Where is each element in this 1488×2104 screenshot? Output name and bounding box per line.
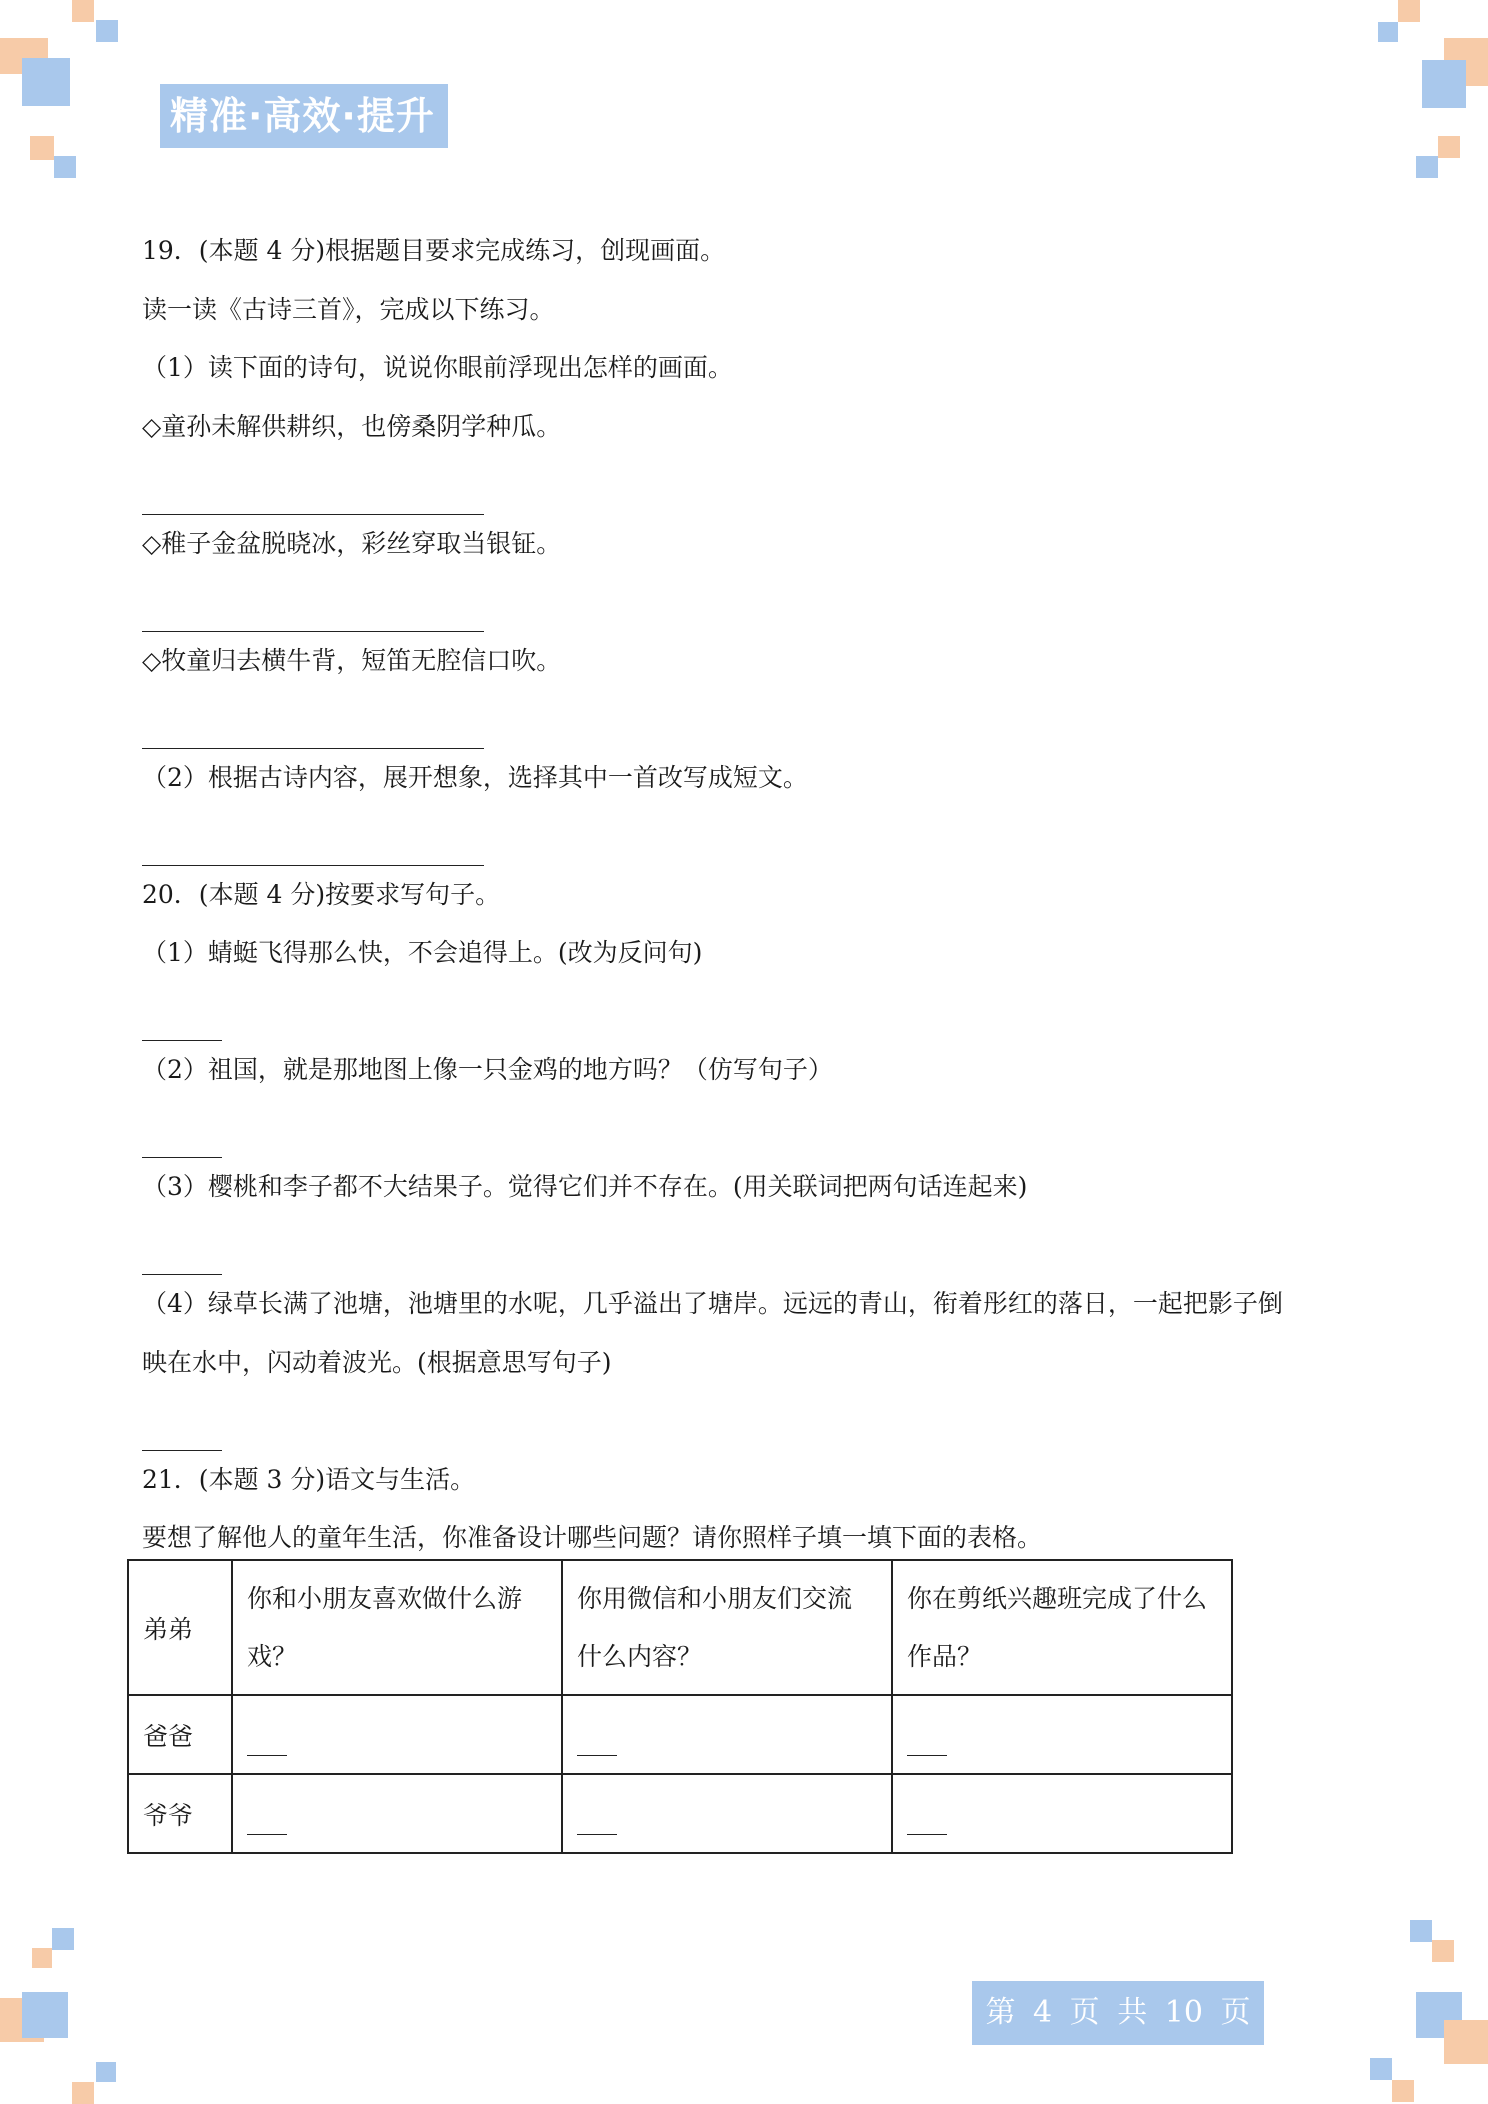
- cell-line: 戏？: [247, 1641, 298, 1671]
- answer-cell[interactable]: [232, 1774, 562, 1853]
- page-content: [142, 222, 1362, 1568]
- q19-part1: （1）读下面的诗句，说说你眼前浮现出怎样的画面。: [142, 353, 733, 382]
- table-row: [128, 1774, 1232, 1853]
- brand-banner: 精准·高效·提升: [160, 84, 448, 148]
- answer-blank-19-1[interactable]: [142, 456, 1362, 515]
- answer-blank-19-2[interactable]: [142, 573, 1362, 632]
- q20-sentence2: （2）祖国，就是那地图上像一只金鸡的地方吗？（仿写句子）: [142, 1055, 833, 1084]
- q19-verse3: ◇牧童归去横牛背，短笛无腔信口吹。: [142, 645, 562, 675]
- cell-line: 你用微信和小朋友们交流: [577, 1583, 853, 1613]
- cell-line: 作品？: [907, 1641, 983, 1671]
- answer-blank-20-1[interactable]: [142, 983, 1362, 1042]
- q20-sentence1: （1）蜻蜓飞得那么快，不会追得上。(改为反问句): [142, 938, 703, 967]
- answer-blank-20-4[interactable]: [142, 1392, 1362, 1451]
- q19-intro: 读一读《古诗三首》，完成以下练习。: [142, 294, 555, 324]
- answer-cell[interactable]: [562, 1774, 892, 1853]
- answer-cell[interactable]: [232, 1695, 562, 1774]
- q19-part2: （2）根据古诗内容，展开想象，选择其中一首改写成短文。: [142, 762, 808, 792]
- answer-blank-19-4[interactable]: [142, 807, 1362, 866]
- q20-sentence4-line1: （4）绿草长满了池塘，池塘里的水呢，几乎溢出了塘岸。远远的青山，衔着彤红的落日，一起把影子倒: [142, 1289, 1283, 1318]
- answer-cell[interactable]: [892, 1695, 1232, 1774]
- cell-line: 什么内容？: [577, 1641, 703, 1671]
- table-row: [128, 1695, 1232, 1774]
- answer-cell[interactable]: [562, 1695, 892, 1774]
- q21-title: 21．(本题 3 分)语文与生活。: [142, 1464, 476, 1494]
- answer-blank-19-3[interactable]: [142, 690, 1362, 749]
- q19-verse1: ◇童孙未解供耕织，也傍桑阴学种瓜。: [142, 411, 562, 441]
- answer-cell[interactable]: [892, 1774, 1232, 1853]
- cell-line: 你和小朋友喜欢做什么游: [247, 1583, 523, 1613]
- q20-sentence3: （3）樱桃和李子都不大结果子。觉得它们并不存在。(用关联词把两句话连起来): [142, 1172, 1028, 1201]
- row-header: 爷爷: [128, 1774, 232, 1853]
- row-header: 弟弟: [128, 1560, 232, 1695]
- table-cell: [892, 1560, 1232, 1695]
- page-number-badge: 第 4 页 共 10 页: [972, 1981, 1264, 2045]
- row-header: 爸爸: [128, 1695, 232, 1774]
- table-row: [128, 1560, 1232, 1695]
- q20-sentence4-line2: 映在水中，闪动着波光。(根据意思写句子): [142, 1347, 612, 1377]
- answer-blank-20-3[interactable]: [142, 1217, 1362, 1276]
- table-cell: [232, 1560, 562, 1695]
- table-cell: [562, 1560, 892, 1695]
- answer-blank-20-2[interactable]: [142, 1100, 1362, 1159]
- cell-line: 你在剪纸兴趣班完成了什么: [907, 1583, 1208, 1613]
- q21-intro: 要想了解他人的童年生活，你准备设计哪些问题？请你照样子填一填下面的表格。: [142, 1523, 1043, 1552]
- q19-title: 19．(本题 4 分)根据题目要求完成练习，创现画面。: [142, 236, 726, 265]
- q20-title: 20．(本题 4 分)按要求写句子。: [142, 879, 501, 909]
- q19-verse2: ◇稚子金盆脱晓冰，彩丝穿取当银钲。: [142, 528, 562, 558]
- question-table: [127, 1559, 1233, 1854]
